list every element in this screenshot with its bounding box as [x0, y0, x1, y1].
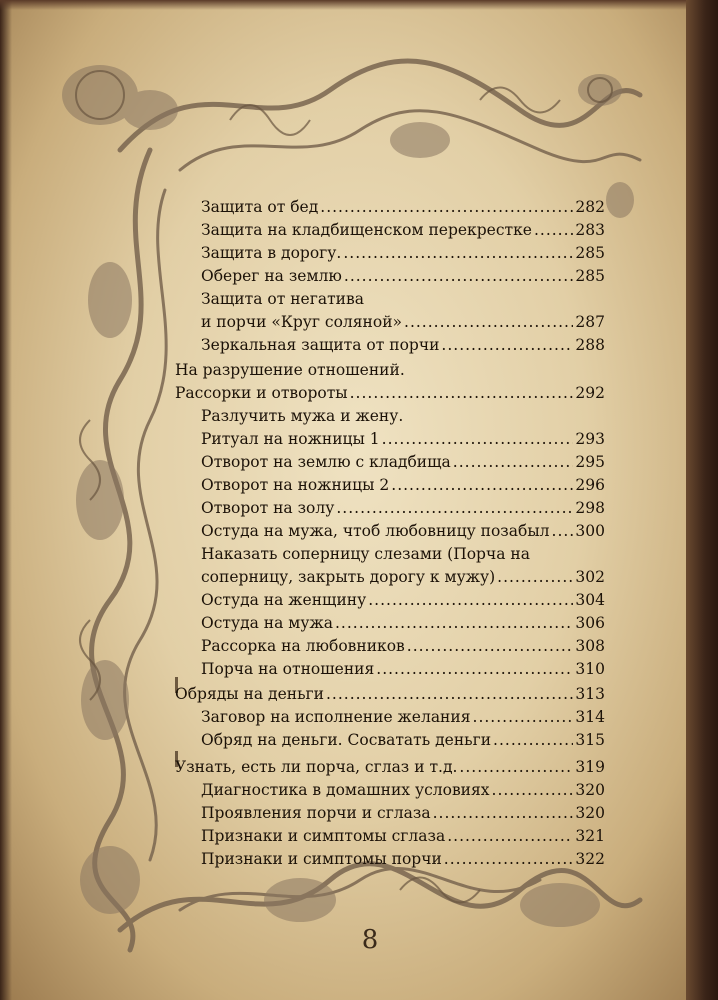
- toc-dot-leader: [492, 779, 574, 801]
- toc-section-heading: [175, 359, 605, 381]
- toc-dot-leader: [447, 825, 573, 847]
- toc-entry: [201, 451, 605, 473]
- toc-page-number: 295: [575, 453, 605, 471]
- toc-page-number: 283: [575, 221, 605, 239]
- toc-entry: [201, 428, 605, 450]
- toc-entry-title: Заговор на исполнение желания: [201, 708, 471, 726]
- toc-entry-title: Обряды на деньги: [175, 685, 324, 703]
- toc-entry-title: Остуда на мужа, чтоб любовницу позабыл: [201, 522, 550, 540]
- toc-entry-heading: [201, 405, 605, 427]
- toc-entry: [201, 706, 605, 728]
- toc-page-number: 320: [575, 781, 605, 799]
- toc-dot-leader: [368, 589, 573, 611]
- toc-entry-title: Рассорка на любовников: [201, 637, 405, 655]
- toc-page-number: 310: [575, 660, 605, 678]
- toc-entry-title: Защита от бед: [201, 198, 319, 216]
- toc-page-number: 314: [575, 708, 605, 726]
- toc-dot-leader: [320, 196, 573, 218]
- toc-dot-leader: [453, 451, 574, 473]
- toc-entry: [201, 658, 605, 680]
- toc-entry: [201, 242, 605, 264]
- toc-page-number: 308: [575, 637, 605, 655]
- toc-page-number: 298: [575, 499, 605, 517]
- toc-entry-heading: [201, 543, 605, 565]
- toc-entry-title: Проявления порчи и сглаза: [201, 804, 431, 822]
- toc-page-number: 300: [575, 522, 605, 540]
- toc-dot-leader: [493, 729, 573, 751]
- toc-entry: [201, 497, 605, 519]
- toc-entry: [201, 474, 605, 496]
- toc-entry-title: Остуда на мужа: [201, 614, 333, 632]
- toc-page-number: 288: [575, 336, 605, 354]
- toc-page-number: 313: [575, 685, 605, 703]
- toc-entry: [201, 848, 605, 870]
- toc-entry: [201, 196, 605, 218]
- toc-entry: [201, 779, 605, 801]
- toc-entry-title: Защита в дорогу.: [201, 244, 342, 262]
- toc-dot-leader: [343, 242, 573, 264]
- toc-page-number: 322: [575, 850, 605, 868]
- toc-page-number: 292: [575, 384, 605, 402]
- toc-entry-title: Зеркальная защита от порчи: [201, 336, 440, 354]
- toc-entry: [201, 825, 605, 847]
- toc-dot-leader: [344, 265, 574, 287]
- toc-page-number: 315: [575, 731, 605, 749]
- toc-dot-leader: [391, 474, 573, 496]
- toc-entry: [201, 219, 605, 241]
- toc-entry-title: Отворот на землю с кладбища: [201, 453, 451, 471]
- toc-dot-leader: [534, 219, 573, 241]
- toc-page-number: 306: [575, 614, 605, 632]
- toc-entry-heading: [201, 288, 605, 310]
- toc-dot-leader: [407, 635, 574, 657]
- toc-entry: [201, 612, 605, 634]
- toc-entry-title: Признаки и симптомы сглаза: [201, 827, 446, 845]
- toc-page-number: 320: [575, 804, 605, 822]
- toc-dot-leader: [433, 802, 574, 824]
- toc-entry: [201, 729, 605, 751]
- toc-dot-leader: [376, 658, 573, 680]
- page-number: 8: [361, 925, 379, 955]
- toc-entry-title: Признаки и симптомы порчи: [201, 850, 442, 868]
- toc-entry: [201, 311, 605, 333]
- toc-entry: [201, 520, 605, 542]
- toc-entry-title: Остуда на женщину: [201, 591, 367, 609]
- toc-page-number: 285: [575, 267, 605, 285]
- toc-entry: [175, 756, 605, 778]
- toc-dot-leader: [350, 382, 574, 404]
- toc-entry-title: Защита на кладбищенском перекрестке: [201, 221, 532, 239]
- toc-page-number: 296: [575, 476, 605, 494]
- toc-dot-leader: [336, 497, 573, 519]
- toc-entry-title: Узнать, есть ли порча, сглаз и т.д.: [175, 758, 458, 776]
- toc-page-number: 319: [575, 758, 605, 776]
- toc-dot-leader: [441, 334, 573, 356]
- toc-entry-title: соперницу, закрыть дорогу к мужу): [201, 568, 496, 586]
- toc-entry-title: Рассорки и отвороты: [175, 384, 348, 402]
- toc-entry-title: Отворот на золу: [201, 499, 335, 517]
- toc-dot-leader: [382, 428, 574, 450]
- toc-dot-leader: [473, 706, 574, 728]
- toc-page-number: 287: [575, 313, 605, 331]
- toc-entry: [201, 566, 605, 588]
- toc-entry: [201, 589, 605, 611]
- toc-dot-leader: [497, 566, 573, 588]
- toc-entry-title: Порча на отношения: [201, 660, 375, 678]
- toc-entry-title: Наказать соперницу слезами (Порча на: [201, 545, 530, 563]
- toc-entry-title: Защита от негатива: [201, 290, 364, 308]
- toc-entry-title: и порчи «Круг соляной»: [201, 313, 403, 331]
- toc-entry: [201, 265, 605, 287]
- toc-dot-leader: [444, 848, 574, 870]
- toc-page-number: 302: [575, 568, 605, 586]
- toc-dot-leader: [335, 612, 573, 634]
- toc-entry-title: Разлучить мужа и жену.: [201, 407, 404, 425]
- toc-dot-leader: [404, 311, 573, 333]
- toc-page-number: 304: [575, 591, 605, 609]
- toc-entry-title: На разрушение отношений.: [175, 361, 405, 379]
- toc-entry-title: Диагностика в домашних условиях: [201, 781, 490, 799]
- toc-dot-leader: [552, 520, 574, 542]
- toc-page-number: 282: [575, 198, 605, 216]
- toc-entry: [175, 683, 605, 705]
- toc-entry: [201, 635, 605, 657]
- toc-entry: [201, 802, 605, 824]
- toc-page-number: 285: [575, 244, 605, 262]
- toc-entry-title: Отворот на ножницы 2: [201, 476, 390, 494]
- toc-entry-title: Ритуал на ножницы 1: [201, 430, 380, 448]
- toc-page-number: 321: [575, 827, 605, 845]
- toc-entry-title: Оберег на землю: [201, 267, 342, 285]
- toc-entry: [201, 334, 605, 356]
- toc-entry-title: Обряд на деньги. Сосватать деньги: [201, 731, 492, 749]
- toc-page-number: 293: [575, 430, 605, 448]
- toc-dot-leader: [326, 683, 573, 705]
- toc-dot-leader: [459, 756, 573, 778]
- toc-entry: [175, 382, 605, 404]
